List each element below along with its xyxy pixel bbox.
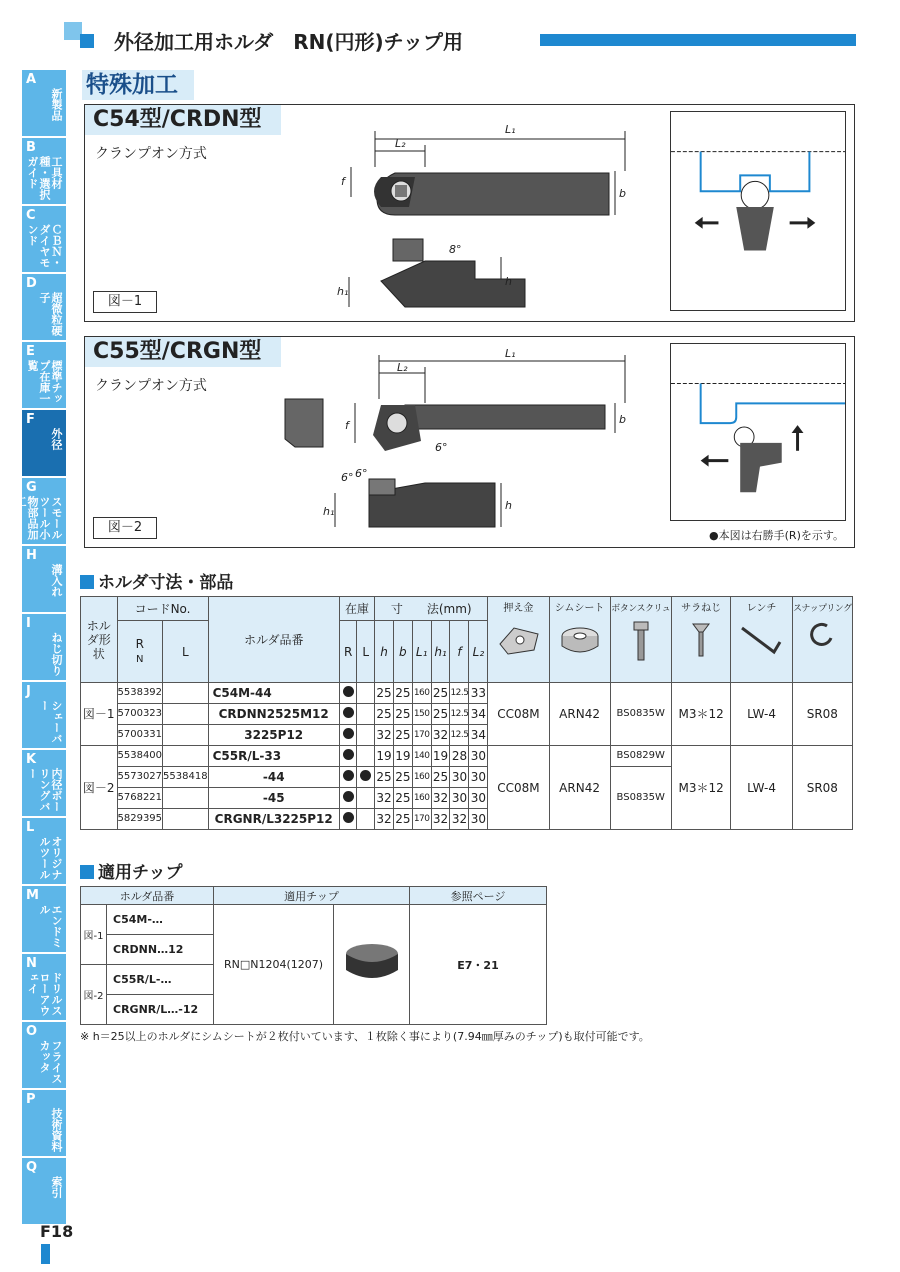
part-screw: M3＊12 xyxy=(671,683,731,746)
holder-section-title: ホルダ寸法・部品 xyxy=(80,568,233,593)
cell: 30 xyxy=(469,767,488,788)
sidebar-tab-letter: B xyxy=(26,140,36,155)
cell: -45 xyxy=(208,788,339,809)
sidebar-tab-l[interactable] xyxy=(22,818,66,886)
sidebar-tab-letter: H xyxy=(26,548,37,563)
chip-row-2b: CRGNR/L…-12 xyxy=(107,995,214,1025)
sidebar-tab-j[interactable] xyxy=(22,682,66,750)
sidebar-tab-b[interactable] xyxy=(22,138,66,206)
button-screw-icon xyxy=(611,620,671,682)
th-shim-text: シムシート xyxy=(554,602,605,614)
cell: 32 xyxy=(450,809,469,830)
holder-table xyxy=(80,596,853,830)
figure-2 xyxy=(84,336,855,548)
dim-angle: 8° xyxy=(449,243,462,256)
shim-icon xyxy=(550,620,610,682)
cell: 30 xyxy=(450,767,469,788)
cell: 19 xyxy=(375,746,394,767)
holder-fig: 図－2 xyxy=(81,746,118,830)
stock-r xyxy=(339,746,357,767)
part-snap: SR08 xyxy=(792,746,852,830)
holder-row xyxy=(81,683,853,704)
chip-section-title: 適用チップ xyxy=(80,858,183,883)
cell: 32 xyxy=(375,788,394,809)
section-title: 特殊加工 xyxy=(82,70,194,100)
dim2-angle2: 6° xyxy=(341,471,354,484)
th-wrench xyxy=(731,597,792,683)
part-button-screw-a: BS0829W xyxy=(610,746,671,767)
cell xyxy=(163,746,209,767)
th-f: f xyxy=(450,621,469,683)
th-h: h xyxy=(375,621,394,683)
sidebar-tab-label: 超微粒硬子 xyxy=(38,292,63,336)
stock-l xyxy=(357,767,375,788)
dim2-l2: L₂ xyxy=(397,361,408,374)
chip-table xyxy=(80,886,547,1025)
cell: 32 xyxy=(431,725,450,746)
sidebar-tab-label: 外径 xyxy=(50,428,63,450)
sidebar-tab-label: ＣＢＮ・ダイヤモンド xyxy=(26,224,63,268)
chip-row-fig-2: 図-2 xyxy=(81,965,107,1025)
sidebar-tab-label: オリジナルツール xyxy=(38,836,63,880)
sidebar-tab-label: 技術資料 xyxy=(50,1108,63,1152)
cell: 12.5 xyxy=(450,704,469,725)
sidebar-tab-letter: J xyxy=(26,684,31,699)
cell xyxy=(163,704,209,725)
figure-1-label: 図－1 xyxy=(93,291,157,313)
footnote: ※ h＝25以上のホルダにシムシートが２枚付いています、１枚除く事により(7.94㎜厚みのチップ)も取付可能です。 xyxy=(80,1030,650,1043)
cell: 30 xyxy=(469,788,488,809)
sidebar-tab-letter: G xyxy=(26,480,37,495)
th-snap xyxy=(792,597,852,683)
round-chip-icon xyxy=(340,936,404,990)
cell: 32 xyxy=(375,725,394,746)
stock-l xyxy=(357,704,375,725)
header-square-dark xyxy=(80,34,94,48)
stock-dot xyxy=(360,770,371,781)
stock-r xyxy=(339,809,357,830)
sidebar-tab-letter: D xyxy=(26,276,37,291)
cell: 3225P12 xyxy=(208,725,339,746)
th-l2: L₂ xyxy=(469,621,488,683)
sidebar-tab-label: 標準チップ在庫一覧 xyxy=(26,360,63,404)
chip-row-1b: CRDNN…12 xyxy=(107,935,214,965)
th-stock: 在庫 xyxy=(339,597,374,621)
th-stock-r: R xyxy=(339,621,357,683)
cell: 150 xyxy=(412,704,431,725)
cell: 160 xyxy=(412,767,431,788)
cell: 19 xyxy=(393,746,412,767)
sidebar-tab-f[interactable] xyxy=(22,410,66,478)
cell: 34 xyxy=(469,725,488,746)
clamp-icon xyxy=(488,620,548,682)
dim-h: h xyxy=(505,275,512,288)
cell: 25 xyxy=(431,704,450,725)
stock-dot xyxy=(343,728,354,739)
cell: 33 xyxy=(469,683,488,704)
figure-note: ●本図は右勝手(R)を示す。 xyxy=(709,529,844,542)
stock-r xyxy=(339,767,357,788)
stock-l xyxy=(357,725,375,746)
cell: 30 xyxy=(469,746,488,767)
th-shim xyxy=(549,597,610,683)
dim2-angle1: 6° xyxy=(435,441,448,454)
part-wrench: LW-4 xyxy=(731,746,792,830)
sidebar-tab-letter: N xyxy=(26,956,37,971)
dim-h1: h₁ xyxy=(337,285,349,298)
cell: 25 xyxy=(393,788,412,809)
stock-l xyxy=(357,788,375,809)
cell: 25 xyxy=(431,767,450,788)
cell: 5829395 xyxy=(117,809,163,830)
sidebar-tab-letter: K xyxy=(26,752,37,767)
stock-r xyxy=(339,683,357,704)
cell: CRDNN2525M12 xyxy=(208,704,339,725)
chip-image xyxy=(334,905,410,1025)
cell: 12.5 xyxy=(450,725,469,746)
sidebar-tab-p[interactable] xyxy=(22,1090,66,1158)
th-screw xyxy=(671,597,731,683)
part-shim: ARN42 xyxy=(549,746,610,830)
cell: 160 xyxy=(412,683,431,704)
cell: 25 xyxy=(375,683,394,704)
part-button-screw-b: BS0835W xyxy=(610,767,671,830)
cell: 19 xyxy=(431,746,450,767)
sidebar-tab-letter: O xyxy=(26,1024,38,1039)
th-ref: 参照ページ xyxy=(410,887,547,905)
figure-1-inset xyxy=(670,111,846,311)
sidebar-tab-label: 内径ボーリングバー xyxy=(26,768,63,812)
cell: 25 xyxy=(375,704,394,725)
sidebar-tab-label: ドリルスローアウェイ xyxy=(26,972,63,1016)
cell: 32 xyxy=(375,809,394,830)
cell: 25 xyxy=(393,767,412,788)
sidebar-tab-letter: P xyxy=(26,1092,36,1107)
cell: 25 xyxy=(375,767,394,788)
figure-2-label: 図－2 xyxy=(93,517,157,539)
sidebar-tab-letter: C xyxy=(26,208,36,223)
figure-2-type: C55型/CRGN型 xyxy=(85,337,281,367)
cell: 170 xyxy=(412,809,431,830)
part-clamp: CC08M xyxy=(488,683,549,746)
sidebar-tab-g[interactable] xyxy=(14,478,66,546)
stock-dot xyxy=(343,791,354,802)
th-screw-text: サラねじ xyxy=(681,602,722,614)
cell xyxy=(163,809,209,830)
cell: C54M-44 xyxy=(208,683,339,704)
header-bar xyxy=(540,34,856,46)
cell: 30 xyxy=(450,788,469,809)
stock-l xyxy=(357,809,375,830)
th-chip: 適用チップ xyxy=(214,887,410,905)
cell: 5538392 xyxy=(117,683,163,704)
cell: 25 xyxy=(393,725,412,746)
snap-ring-icon xyxy=(793,620,852,682)
sidebar-tab-h[interactable] xyxy=(22,546,66,614)
sidebar-tab-letter: I xyxy=(26,616,31,631)
cell: CRGNR/L3225P12 xyxy=(208,809,339,830)
cell xyxy=(163,788,209,809)
stock-r xyxy=(339,725,357,746)
th-code-r-text: R xyxy=(135,636,144,651)
th-dims: 寸 法(mm) xyxy=(375,597,488,621)
th-shape xyxy=(81,597,118,683)
holder-fig: 図－1 xyxy=(81,683,118,746)
sidebar-tab-i[interactable] xyxy=(22,614,66,682)
dim2-h: h xyxy=(505,499,512,512)
cell: 5538400 xyxy=(117,746,163,767)
part-button-screw: BS0835W xyxy=(610,683,671,746)
stock-l xyxy=(357,683,375,704)
dim2-f: f xyxy=(345,419,349,432)
th-b: b xyxy=(393,621,412,683)
page-number-bar xyxy=(41,1244,50,1264)
chip-name: RN□N1204(1207) xyxy=(214,905,334,1025)
sidebar-tab-label: ねじ切り xyxy=(50,632,63,676)
figure-2-inset xyxy=(670,343,846,521)
page-title: 外径加工用ホルダ RN(円形)チップ用 xyxy=(114,30,464,54)
dim2-l1: L₁ xyxy=(505,347,516,360)
th-code-n: N xyxy=(136,653,144,665)
cell: 32 xyxy=(431,788,450,809)
part-wrench: LW-4 xyxy=(731,683,792,746)
figure-2-method: クランプオン方式 xyxy=(95,378,207,394)
sidebar-tab-n[interactable] xyxy=(22,954,66,1022)
sidebar-tab-c[interactable] xyxy=(22,206,66,274)
holder-group-1 xyxy=(81,683,853,746)
sidebar-tab-label: 溝入れ xyxy=(50,564,63,597)
figure-1-type: C54型/CRDN型 xyxy=(85,105,281,135)
sidebar-tab-o[interactable] xyxy=(22,1022,66,1090)
stock-r xyxy=(339,704,357,725)
part-screw: M3＊12 xyxy=(671,746,731,830)
part-clamp: CC08M xyxy=(488,746,549,830)
page-number: F18 xyxy=(40,1222,74,1241)
part-snap: SR08 xyxy=(792,683,852,746)
th-code: コードNo. xyxy=(117,597,208,621)
page-header xyxy=(64,22,856,56)
sidebar-tab-d[interactable] xyxy=(22,274,66,342)
cell: 30 xyxy=(469,809,488,830)
figure-2-drawing xyxy=(285,343,645,543)
cell: 5573027 xyxy=(117,767,163,788)
dim-l1: L₁ xyxy=(505,123,516,136)
cell: 34 xyxy=(469,704,488,725)
cell: 28 xyxy=(450,746,469,767)
th-snap-text: スナップリング xyxy=(793,603,852,614)
cell: 5700323 xyxy=(117,704,163,725)
cell: 25 xyxy=(393,704,412,725)
cell: 32 xyxy=(431,809,450,830)
sidebar-tab-q[interactable] xyxy=(22,1158,66,1226)
holder-row xyxy=(81,746,853,767)
sidebar-tab-e[interactable] xyxy=(22,342,66,410)
stock-l xyxy=(357,746,375,767)
figure-1 xyxy=(84,104,855,322)
sidebar-tab-label: 索引 xyxy=(50,1176,63,1198)
th-code-l: L xyxy=(163,621,209,683)
cell: 25 xyxy=(431,683,450,704)
dim2-b: b xyxy=(619,413,626,426)
cell xyxy=(163,683,209,704)
dim-b: b xyxy=(619,187,626,200)
th-wrench-text: レンチ xyxy=(746,602,777,614)
cell: 12.5 xyxy=(450,683,469,704)
cell xyxy=(163,725,209,746)
cell: -44 xyxy=(208,767,339,788)
th-code-r xyxy=(117,621,163,683)
th-clamp-text: 押え金 xyxy=(503,602,534,614)
cell: 140 xyxy=(412,746,431,767)
th-h1: h₁ xyxy=(431,621,450,683)
sidebar-tab-letter: Q xyxy=(26,1160,38,1175)
th-name: ホルダ品番 xyxy=(208,597,339,683)
stock-dot xyxy=(343,686,354,697)
stock-dot xyxy=(343,707,354,718)
th-clamp xyxy=(488,597,549,683)
sidebar-tab-k[interactable] xyxy=(22,750,66,818)
wrench-icon xyxy=(731,620,791,682)
sidebar-tab-letter: F xyxy=(26,412,35,427)
chip-row-fig-1: 図-1 xyxy=(81,905,107,965)
sidebar-tab-label: スモールツール小物部品加工 xyxy=(14,496,63,540)
stock-r xyxy=(339,788,357,809)
sidebar-tab-label: 新製品 xyxy=(50,88,63,121)
stock-dot xyxy=(343,770,354,781)
stock-dot xyxy=(343,812,354,823)
cell: 170 xyxy=(412,725,431,746)
cell: 160 xyxy=(412,788,431,809)
dim2-h1: h₁ xyxy=(323,505,335,518)
sidebar-tab-label: エンドミル xyxy=(38,904,63,948)
th-chip-holder: ホルダ品番 xyxy=(81,887,214,905)
sidebar-tab-m[interactable] xyxy=(22,886,66,954)
sidebar-index xyxy=(14,70,66,1226)
sidebar-tab-a[interactable] xyxy=(22,70,66,138)
sidebar-tab-label: 工具材種・選択ガイド xyxy=(26,156,63,200)
dim2-angle3: 6° xyxy=(355,467,368,480)
th-button-screw xyxy=(610,597,671,683)
stock-dot xyxy=(343,749,354,760)
holder-group-2 xyxy=(81,746,853,830)
cell: C55R/L-33 xyxy=(208,746,339,767)
cell: 25 xyxy=(393,683,412,704)
dim-l2: L₂ xyxy=(395,137,406,150)
cell: 5700331 xyxy=(117,725,163,746)
th-shape-text: ホルダ形状 xyxy=(86,618,111,661)
th-button-screw-text: ボタンスクリュ xyxy=(611,603,671,614)
chip-ref-page: E7・21 xyxy=(410,905,547,1025)
cell: 25 xyxy=(393,809,412,830)
sidebar-tab-letter: M xyxy=(26,888,39,903)
dim-f: f xyxy=(341,175,345,188)
cell: 5538418 xyxy=(163,767,209,788)
chip-row-1a: C54M-… xyxy=(107,905,214,935)
sidebar-tab-letter: A xyxy=(26,72,37,87)
screw-icon xyxy=(672,620,731,682)
part-shim: ARN42 xyxy=(549,683,610,746)
figure-1-method: クランプオン方式 xyxy=(95,146,207,162)
th-l1: L₁ xyxy=(412,621,431,683)
th-stock-l: L xyxy=(357,621,375,683)
sidebar-tab-label: シェーバー xyxy=(38,700,63,744)
sidebar-tab-letter: E xyxy=(26,344,35,359)
chip-row-2a: C55R/L-… xyxy=(107,965,214,995)
sidebar-tab-letter: L xyxy=(26,820,35,835)
sidebar-tab-label: フライスカッタ xyxy=(38,1040,63,1084)
cell: 5768221 xyxy=(117,788,163,809)
figure-1-drawing xyxy=(285,111,645,311)
